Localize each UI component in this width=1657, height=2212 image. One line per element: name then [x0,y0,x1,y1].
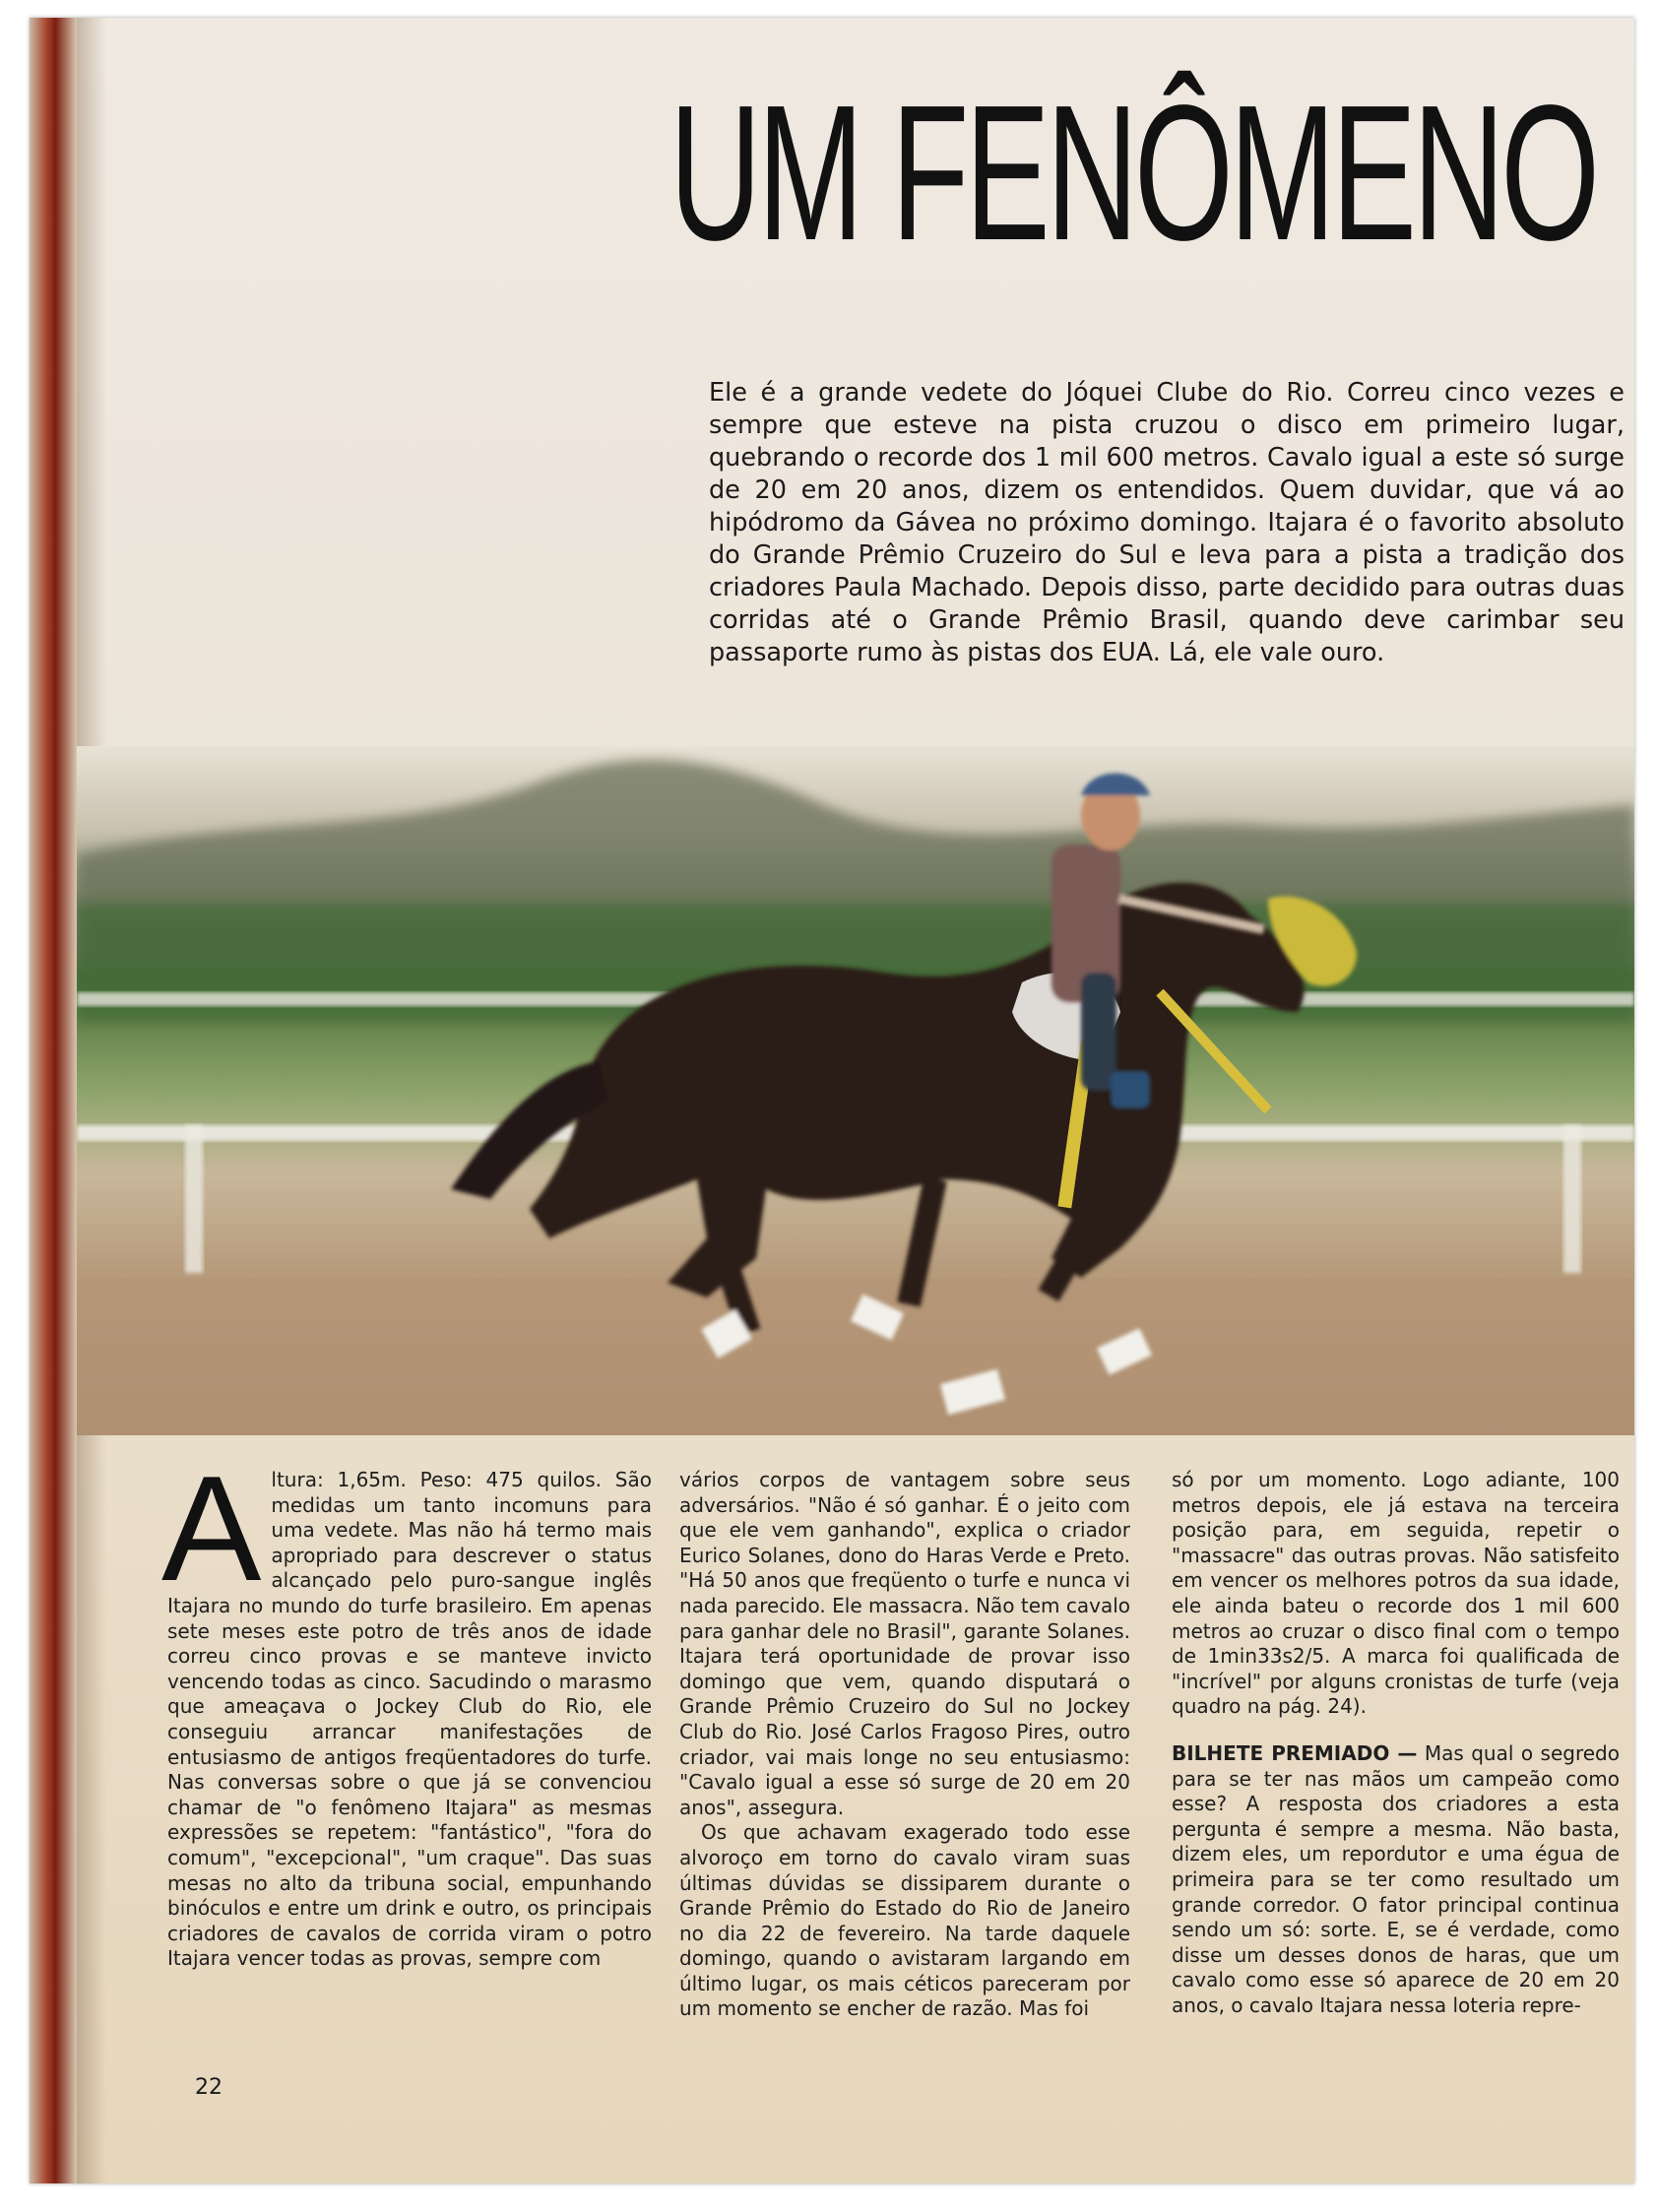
article-column-2 [679,1468,1130,2022]
section-kicker: BILHETE PREMIADO — [1172,1740,1418,1765]
article-paragraph: só por um momento. Logo adiante, 100 metros depois, ele já estava na terceira posição para, em seguida, repetir o "massacre" das outras provas. Não satisfeito em vencer os melhores potros da sua idade, ele ainda bateu o recorde dos 1 mil 600 metros ao cruzar o disco final com o tempo de 1min33s2/5. A marca foi qualificada de "incrível" por alguns cronistas de turfe (veja quadro na pág. 24). [1172,1468,1620,1719]
article-paragraph [1172,1741,1620,2019]
article-paragraph: vários corpos de vantagem sobre seus adversários. "Não é só ganhar. É o jeito com que ele vem ganhando", explica o criador Eurico Solanes, dono do Haras Verde e Preto. "Há 50 anos que freqüento o turfe e nunca vi nada parecido. Ele massacra. Não tem cavalo para ganhar dele no Brasil", garante Solanes. Itajara terá oportunidade de provar isso domingo que vem, quando disputará o Grande Prêmio Cruzeiro do Sul no Jockey Club do Rio. José Carlos Fragoso Pires, outro criador, vai mais longe no seu entusiasmo: "Cavalo igual a esse só surge de 20 em 20 anos", assegura. [679,1468,1130,1819]
magazine-page [30,18,1634,2183]
article-paragraph: ltura: 1,65m. Peso: 475 quilos. São medidas um tanto incomuns para uma vedete. Mas não há termo mais apropriado para descrever o status alcançado pelo puro-sangue inglês Itajara no mundo do turfe brasileiro. Em apenas sete meses este potro de três anos de idade correu cinco provas e se manteve invicto vencendo todas as cinco. Sacudindo o marasmo que ameaçava o Jockey Club do Rio, ele conseguiu arrancar manifestações de entusiasmo de antigos freqüentadores do turfe. Nas conversas sobre o que já se convenciou chamar de "o fenômeno Itajara" as mesmas expressões se repetem: "fantástico", "fora do comum", "excepcional", "um craque". Das suas mesas no alto da tribuna social, empunhando binóculos e entre um drink e outro, os principais criadores de cavalos de corrida viram o potro Itajara vencer todas as provas, sempre com [167,1468,652,1971]
article-column-1 [161,1445,652,1972]
intro-paragraph: Ele é a grande vedete do Jóquei Clube do Rio. Correu cinco vezes e sempre que esteve na pista cruzou o disco em primeiro lugar, quebrando o recorde dos 1 mil 600 metros. Cavalo igual a este só surge de 20 em 20 anos, dizem os entendidos. Quem duvidar, que vá ao hipódromo da Gávea no próximo domingo. Itajara é o favorito absoluto do Grande Prêmio Cruzeiro do Sul e leva para a pista a tradição dos criadores Paula Machado. Depois disso, parte decidido para outras duas corridas até o Grande Prêmio Brasil, quando deve carimbar seu passaporte rumo às pistas dos EUA. Lá, ele vale ouro. [709,378,1625,667]
article-column-3 [1172,1468,1620,2018]
page-spine [30,18,77,2183]
drop-cap: A [161,1445,262,1612]
horse-photo-illustration [77,746,1634,1435]
dirt-track [77,1278,1634,1435]
rail-post [185,1125,203,1273]
article-paragraph: Os que achavam exagerado todo esse alvoroço em torno do cavalo viram suas últimas dúvidas se dissiparem durante o Grande Prêmio do Estado do Rio de Janeiro no dia 22 de fevereiro. Na tarde daquele domingo, quando o avistaram largando em último lugar, os mais céticos pareceram por um momento se encher de razão. Mas foi [679,1820,1130,2021]
page-title: UM FENÔMENO [669,65,1596,281]
horse-photo [77,746,1634,1435]
rail-post [1563,1125,1581,1273]
kicker-text: Mas qual o segredo para se ter nas mãos um campeão como esse? A resposta dos criadores a esta pergunta é sempre a mesma. Não basta, dizem eles, um repordutor e uma égua de primeira para se ter como resultado um grande corredor. O fator principal continua sendo um só: sorte. E, se é verdade, como disse um desses donos de haras, que um cavalo como esse só aparece de 20 em 20 anos, o cavalo Itajara nessa loteria repre- [1172,1740,1620,2017]
page-number: 22 [195,2075,223,2100]
